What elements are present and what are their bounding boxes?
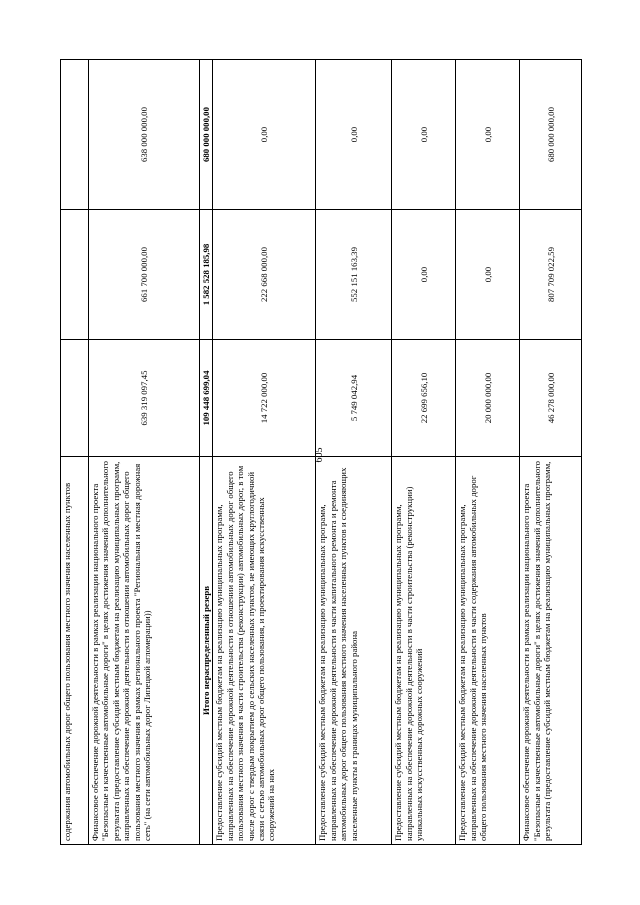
- rotated-table-page: [60, 60, 580, 845]
- value-cell: 109 448 699,04: [200, 340, 213, 457]
- table-row: [213, 60, 316, 845]
- table-row: [392, 60, 456, 845]
- table-row: [61, 60, 89, 845]
- value-cell: 680 000 000,00: [200, 60, 213, 210]
- value-cell: 0,00: [392, 210, 456, 340]
- row-description: Итого нераспределенный резерв: [200, 457, 213, 845]
- row-description: Финансовое обеспечение дорожной деятельности в рамках реализации национального проекта "Безопасные и качественные автомобильные дороги" в целях достижения значений дополнительного результата (предоставление субсидий местным бюджетам на реализацию муниципальных программ, направленных на обеспечение дорожной деятельности в отношении автомобильных дорог общего пользования местного значения в рамках регионального проекта "Региональная и местная дорожная сеть" (на сети автомобильных дорог Липецкой агломерации)): [89, 457, 200, 845]
- value-cell: 638 000 000,00: [89, 60, 200, 210]
- value-cell: 1 582 528 185,98: [200, 210, 213, 340]
- table-row: [520, 60, 582, 845]
- value-cell: 680 000 000,00: [520, 60, 582, 210]
- value-cell: 0,00: [456, 210, 520, 340]
- row-description: Предоставление субсидий местным бюджетам на реализацию муниципальных программ, направленных на обеспечение дорожной деятельности в части строительства (реконструкции) уникальных искусственных дорожных сооружений: [392, 457, 456, 845]
- row-description: Предоставление субсидий местным бюджетам на реализацию муниципальных программ, направленных на обеспечение дорожной деятельности в части содержания автомобильных дорог общего пользования местного значения населенных пунктов: [456, 457, 520, 845]
- row-description: Финансовое обеспечение дорожной деятельности в рамках реализации национального проекта "Безопасные и качественные автомобильные дороги" в целях достижения значений дополнительного результата (предоставление субсидий местным бюджетам на реализацию муниципальных программ,: [520, 457, 582, 845]
- value-cell: 22 699 656,10: [392, 340, 456, 457]
- value-cell: 807 709 022,59: [520, 210, 582, 340]
- value-cell: 222 668 000,00: [213, 210, 316, 340]
- value-cell: 0,00: [392, 60, 456, 210]
- value-cell: 552 151 163,39: [316, 210, 392, 340]
- table-row: [456, 60, 520, 845]
- table-row: [89, 60, 200, 845]
- value-cell: 639 319 097,45: [89, 340, 200, 457]
- row-description: Предоставление субсидий местным бюджетам на реализацию муниципальных программ, направленных на обеспечение дорожной деятельности в части капитального ремонта и ремонта автомобильных дорог общего пользования местного значения населенных пунктов и соединяющих населенные пункты в границах муниципального района: [316, 457, 392, 845]
- value-cell: [61, 340, 89, 457]
- value-cell: 14 722 000,00: [213, 340, 316, 457]
- value-cell: [61, 60, 89, 210]
- table-row: [316, 60, 392, 845]
- budget-table: [60, 59, 582, 845]
- row-description: Предоставление субсидий местным бюджетам на реализацию муниципальных программ, направленных на обеспечение дорожной деятельности в отношении автомобильных дорог общего пользования местного значения в части строительства (реконструкции) автомобильных дорог, в том числе дорог с твердым покрытием до сельских населенных пунктов, не имеющих круглогодичной связи с сетью автомобильных дорог общего пользования, и проектирования искусственных сооружений на них: [213, 457, 316, 845]
- value-cell: 661 700 000,00: [89, 210, 200, 340]
- value-cell: 5 749 042,94: [316, 340, 392, 457]
- value-cell: 20 000 000,00: [456, 340, 520, 457]
- value-cell: 46 278 000,00: [520, 340, 582, 457]
- value-cell: 0,00: [316, 60, 392, 210]
- value-cell: [61, 210, 89, 340]
- value-cell: 0,00: [213, 60, 316, 210]
- value-cell: 0,00: [456, 60, 520, 210]
- table-row-total: [200, 60, 213, 845]
- page-number: 605: [314, 447, 325, 463]
- row-description: содержания автомобильных дорог общего пользования местного значения населенных пунктов: [61, 457, 89, 845]
